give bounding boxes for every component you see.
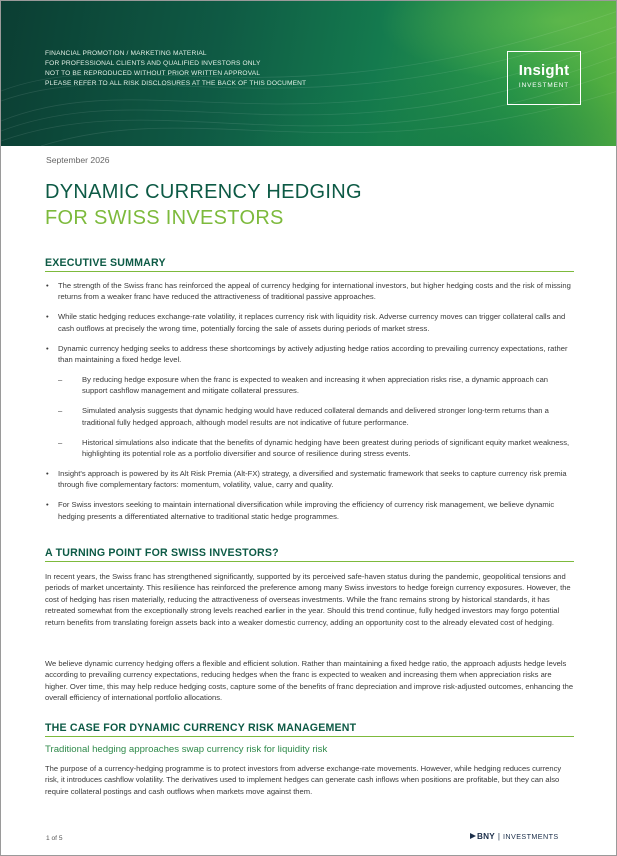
header-banner xyxy=(1,1,617,146)
section-heading-executive-summary: EXECUTIVE SUMMARY xyxy=(45,257,574,272)
bny-logo xyxy=(470,832,559,841)
section-heading-turning-point: A TURNING POINT FOR SWISS INVESTORS? xyxy=(45,547,574,562)
disclaimer-text xyxy=(45,49,306,89)
executive-summary-list xyxy=(45,280,575,531)
bny-brand-sub: INVESTMENTS xyxy=(503,832,559,841)
bny-arrow-icon xyxy=(470,833,476,839)
summary-bullet: • The strength of the Swiss franc has reinforced the appeal of currency hedging for international investors, but higher hedging costs and the risk of missing returns from a weaker franc have reduced the attractiveness of traditional passive approaches. xyxy=(45,280,575,303)
section-heading-case: THE CASE FOR DYNAMIC CURRENCY RISK MANAGEMENT xyxy=(45,722,574,737)
summary-sub-bullet: – Historical simulations also indicate that the benefits of dynamic hedging have been greatest during periods of significant equity market weakness, highlighting its potential role as a portfolio diversifier and source of resilience during stress events. xyxy=(58,437,575,460)
subsection-heading: Traditional hedging approaches swap currency risk for liquidity risk xyxy=(45,744,328,755)
document-date: September 2026 xyxy=(46,155,110,165)
disclaimer-line: NOT TO BE REPRODUCED WITHOUT PRIOR WRITTEN APPROVAL xyxy=(45,70,261,77)
summary-sub-bullet: – Simulated analysis suggests that dynamic hedging would have reduced collateral demands and delivered stronger long-term returns than a traditional fully hedged approach, although model results are not indicative of future performance. xyxy=(58,405,575,428)
disclaimer-line: FOR PROFESSIONAL CLIENTS AND QUALIFIED INVESTORS ONLY xyxy=(45,60,261,67)
body-paragraph: The purpose of a currency-hedging programme is to protect investors from adverse exchange-rate movements. However, while hedging reduces currency risk, it introduces cashflow volatility. The derivatives used to implement hedges can generate cash inflows when positions are profitable, but they can also require collateral postings and cash outflows when markets move against them. xyxy=(45,764,562,796)
body-paragraph: In recent years, the Swiss franc has strengthened significantly, supported by its perceived safe-haven status during the pandemic, geopolitical tensions and periods of market uncertainty. This resilience has reinforced the preference among many Swiss investors to hedge foreign currency exposures. However, the cost of hedging has risen materially, reducing the attractiveness of overseas investments. While the franc remains strong by historical standards, it has retreated somewhat from the exceptionally strong levels reached earlier in the year. Should this trend continue, fully hedged investors may forgo potential return benefits from translating foreign assets back into a weaker domestic currency, adding an opportunity cost to the already elevated cost of hedging. xyxy=(45,572,571,627)
page-number: 1 of 5 xyxy=(46,835,63,842)
document-title-line2: FOR SWISS INVESTORS xyxy=(45,207,284,229)
summary-bullet: • For Swiss investors seeking to maintain international diversification while improving the efficiency of currency risk management, we believe dynamic hedging presents a differentiated alternative to traditional static hedge programmes. xyxy=(45,499,575,522)
bny-brand: BNY xyxy=(477,832,495,841)
logo-name: Insight xyxy=(518,62,570,79)
logo-subtitle: INVESTMENT xyxy=(518,82,570,89)
insight-logo xyxy=(507,51,581,105)
summary-bullet: • Dynamic currency hedging seeks to address these shortcomings by actively adjusting hedge ratios according to prevailing currency expectations, rather than maintaining a fixed hedge level. xyxy=(45,343,575,366)
disclaimer-line: PLEASE REFER TO ALL RISK DISCLOSURES AT THE BACK OF THIS DOCUMENT xyxy=(45,80,307,87)
summary-bullet: • Insight's approach is powered by its Alt Risk Premia (Alt-FX) strategy, a diversified and systematic framework that seeks to capture currency risk premia through five complementary factors: momentum, volatility, value, carry and quality. xyxy=(45,468,575,491)
body-paragraph: We believe dynamic currency hedging offers a flexible and efficient solution. Rather than maintaining a fixed hedge ratio, the approach adjusts hedge levels according to prevailing currency expectations, reducing hedges when the franc is expected to weaken and increasing them when appreciation risks are higher. Over time, this may help reduce hedging costs, capture some of the benefits of franc depreciation and improve risk-adjusted outcomes, enhancing the overall efficiency of international portfolio allocations. xyxy=(45,659,574,703)
bny-separator: | xyxy=(497,832,501,841)
summary-bullet: • While static hedging reduces exchange-rate volatility, it replaces currency risk with liquidity risk. Adverse currency moves can trigger collateral calls and cash outflows at precisely the wrong time, potentially forcing the sale of assets during periods of market stress. xyxy=(45,311,575,334)
document-title-line1: DYNAMIC CURRENCY HEDGING xyxy=(45,181,362,203)
disclaimer-line: FINANCIAL PROMOTION / MARKETING MATERIAL xyxy=(45,50,207,57)
summary-sub-bullet: – By reducing hedge exposure when the franc is expected to weaken and increasing it when appreciation risks rise, a dynamic approach can support cashflow management and mitigate collateral pressures. xyxy=(58,374,575,397)
